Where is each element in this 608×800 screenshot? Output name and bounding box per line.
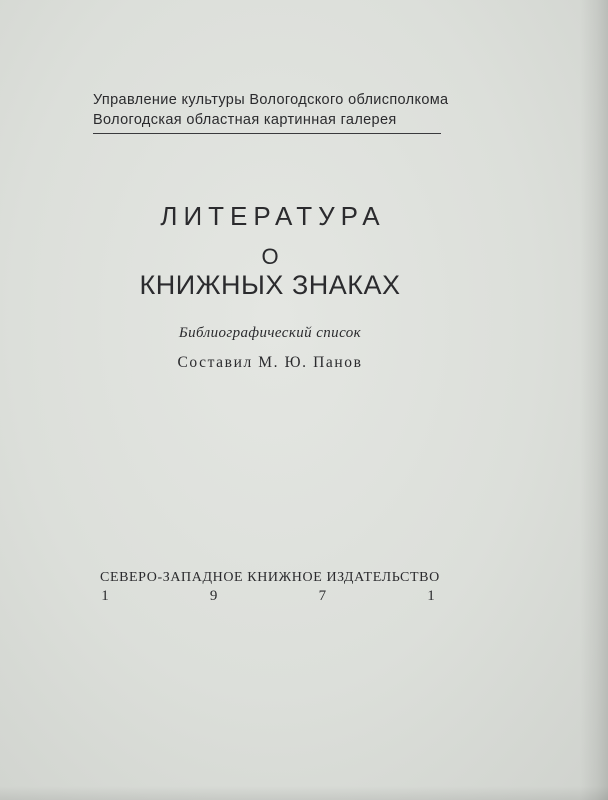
page-bottom-shadow: [0, 786, 608, 800]
publisher-name: СЕВЕРО-ЗАПАДНОЕ КНИЖНОЕ ИЗДАТЕЛЬСТВО: [100, 570, 440, 585]
title-line-1: ЛИТЕРАТУРА: [160, 201, 386, 231]
page-edge-shadow: [580, 0, 608, 800]
header-block: [93, 90, 449, 134]
header-authority: Управление культуры Вологодского облисполкома: [93, 92, 449, 108]
compiler-credit: Составил М. Ю. Панов: [177, 354, 363, 371]
header-institution: Вологодская областная картинная галерея: [93, 112, 397, 128]
year-digit: 7: [318, 588, 327, 604]
year-digit: 9: [209, 588, 218, 604]
subtitle: Библиографический список: [178, 325, 362, 341]
year-digit: 1: [427, 588, 435, 604]
year-digit: 1: [101, 588, 109, 604]
header-rule: [93, 133, 441, 134]
publication-year: [100, 588, 436, 605]
title-line-3: КНИЖНЫХ ЗНАКАХ: [139, 270, 401, 300]
title-line-2: О: [261, 244, 279, 269]
